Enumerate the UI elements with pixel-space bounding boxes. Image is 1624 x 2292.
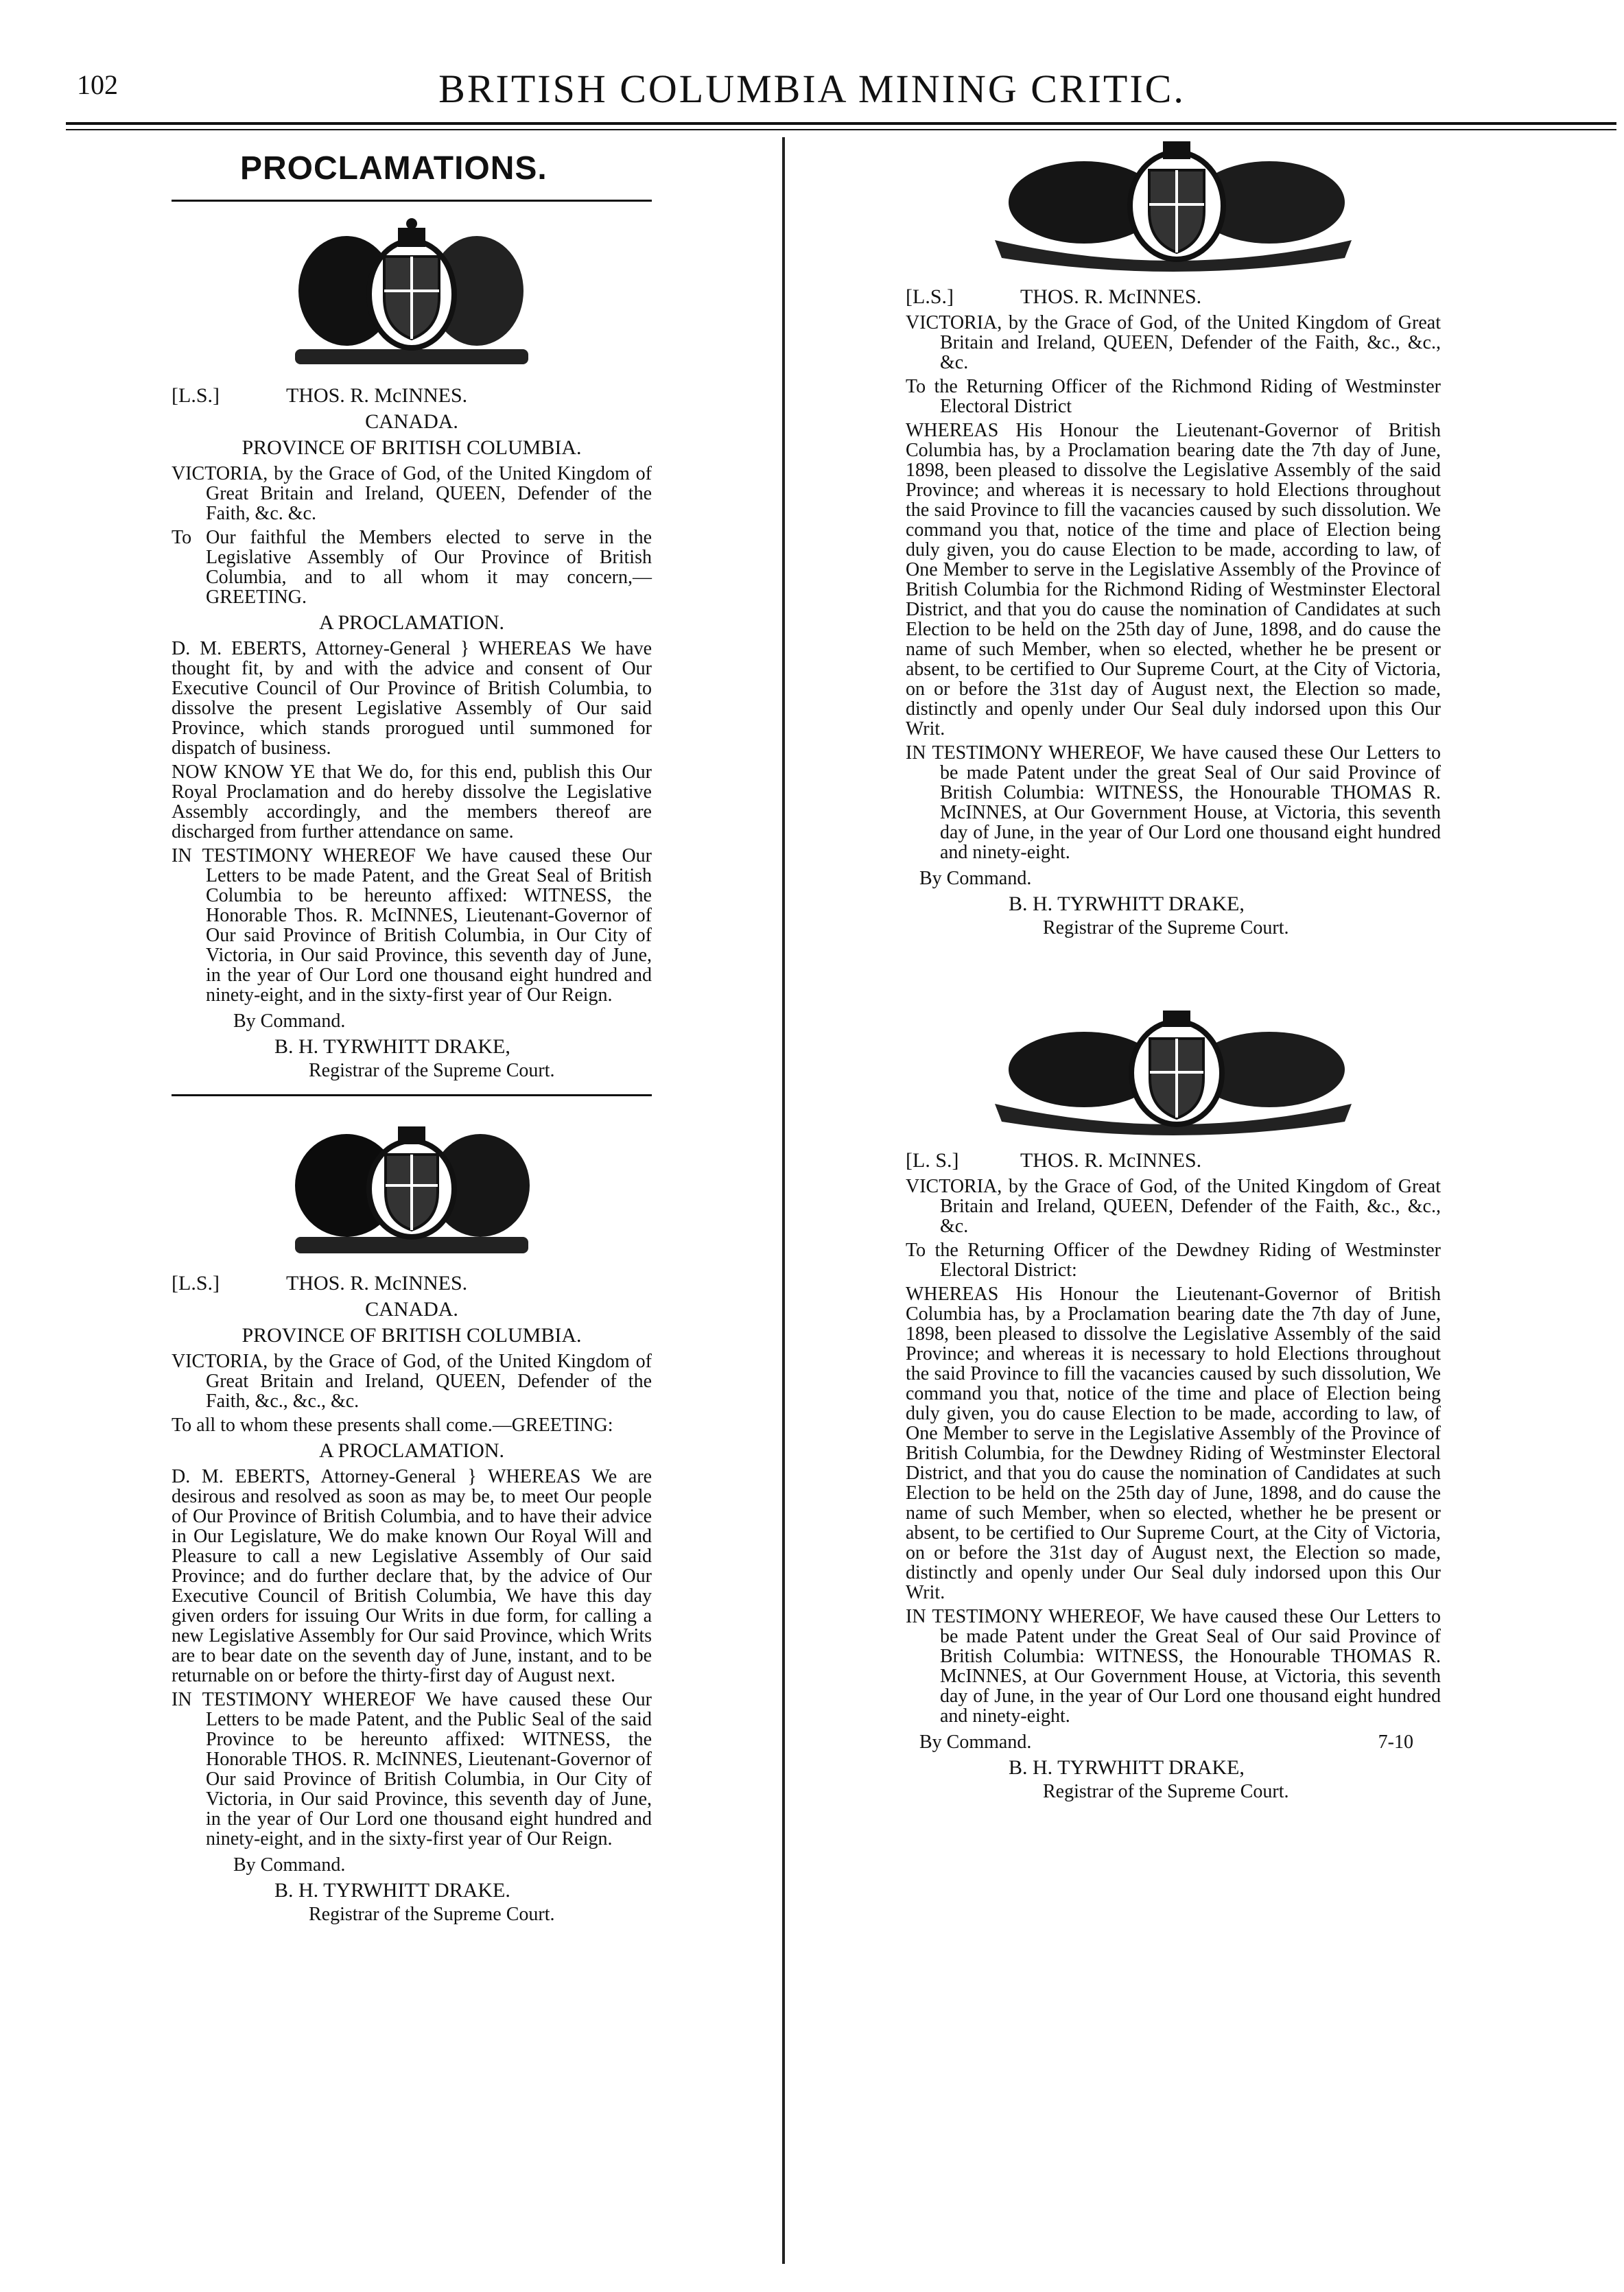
by-command: By Command. [919, 1732, 1032, 1753]
writ-dewdney [906, 1008, 1441, 1803]
whereas-paragraph: WHEREAS His Honour the Lieutenant-Governor of British Columbia has, by a Proclamation bearing date the 7th day of June, 1898, been pleased to dissolve the Legislative Assembly of the said Province; and whereas it is necessary to hold Elections throughout the said Province to fill the vacancies caused by such dissolution, We command you that, notice of the time and place of Election being duly given, you do cause Election to be made, according to law, of One Member to serve in the Legislative Assembly of the Province of British Columbia, for the Dewdney Riding of Westminster Electoral District, and that you do cause the nomination of Candidates at such Election to be held on the 25th day of June, 1898, and do cause the name of such Member, when so elected, whether he be present or absent, to be certified to Our Supreme Court, at the City of Victoria, on or before the 31st day of August next, the Election so made, distinctly and openly under Our Seal duly indorsed upon this Our Writ. [906, 1284, 1441, 1603]
proclamation-heading: A PROCLAMATION. [318, 1439, 505, 1462]
province-heading: PROVINCE OF BRITISH COLUMBIA. [242, 436, 582, 459]
registrar-title: Registrar of the Supreme Court. [1043, 917, 1289, 938]
signature: B. H. TYRWHITT DRAKE, [1009, 1756, 1245, 1779]
page-number: 102 [77, 69, 118, 100]
proclamation-divider [172, 1094, 652, 1096]
section-title: PROCLAMATIONS. [240, 150, 548, 187]
column-separator [782, 137, 785, 2264]
seal-line [906, 285, 1441, 309]
whereas-paragraph: WHEREAS His Honour the Lieutenant-Governor of British Columbia has, by a Proclamation bearing date the 7th day of June, 1898, been pleased to dissolve the Legislative Assembly of the said Province; and whereas it is necessary to hold Elections throughout the said Province to fill the vacancies caused by such dissolution. We command you that, notice of the time and place of Election being duly given, you do cause Election to be made, according to law, of One Member to serve in the Legislative Assembly of the Province of British Columbia for the Richmond Riding of Westminster Electoral District, and that you do cause the nomination of Candidates at such Election to be held on the 25th day of June, 1898, and do cause the name of such Member, when so elected, whether he be present or absent, to be certified to Our Supreme Court, at the City of Victoria, on or before the 31st day of August next, the Election so made, distinctly and openly under Our Seal duly indorsed upon this Our Writ. [906, 420, 1441, 740]
signer-name: THOS. R. McINNES. [1020, 285, 1202, 308]
royal-coat-of-arms-icon [281, 215, 542, 373]
registrar-title: Registrar of the Supreme Court. [309, 1060, 555, 1081]
by-command: By Command. [233, 1854, 346, 1876]
signature: B. H. TYRWHITT DRAKE, [1009, 893, 1245, 915]
header-rule-thin [66, 129, 1616, 130]
signature: B. H. TYRWHITT DRAKE, [274, 1035, 510, 1058]
address-paragraph: To the Returning Officer of the Richmond Riding of Westminster Electoral District [906, 376, 1441, 417]
address-paragraph: To Our faithful the Members elected to serve in the Legislative Assembly of Our Province of British Columbia, and to all whom it may concern,—GREETING. [172, 527, 652, 608]
testimony-paragraph: IN TESTIMONY WHEREOF, We have caused these Our Letters to be made Patent under the Great Seal of Our said Province of British Columbia: WITNESS, the Honourable THOMAS R. McINNES, at Our Government House, at Victoria, this seventh day of June, in the year of Our Lord one thousand eight hundred and ninety-eight. [906, 1606, 1441, 1727]
royal-coat-of-arms-icon [981, 1008, 1365, 1138]
title-rule [172, 200, 652, 202]
proclamation-dissolution [172, 215, 652, 1082]
seal-mark: [L. S.] [906, 1149, 959, 1172]
by-command: By Command. [919, 868, 1032, 889]
testimony-paragraph: IN TESTIMONY WHEREOF We have caused these Our Letters to be made Patent, and the Public Seal of the said Province to be hereunto affixed: WITNESS, the Honorable THOS. R. McINNES, Lieutenant-Governor of Our said Province of British Columbia, in Our City of Victoria, in Our said Province, this seventh day of June, in the year of Our Lord one thousand eight hundred and ninety-eight, and in the sixty-first year of Our Reign. [172, 1689, 652, 1850]
address-paragraph: To the Returning Officer of the Dewdney Riding of Westminster Electoral District: [906, 1240, 1441, 1281]
spacer [906, 946, 1441, 1008]
province-heading: PROVINCE OF BRITISH COLUMBIA. [242, 1324, 582, 1347]
registrar-title: Registrar of the Supreme Court. [1043, 1781, 1289, 1802]
signer-name: THOS. R. McINNES. [285, 1272, 468, 1295]
seal-line [906, 1149, 1441, 1172]
seal-mark: [L.S.] [906, 285, 954, 308]
victoria-paragraph: VICTORIA, by the Grace of God, of the United Kingdom of Great Britain and Ireland, QUEEN, Defender of the Faith, &c., &c., &c. [172, 1351, 652, 1412]
proclamation-new-assembly [172, 1117, 652, 1926]
seal-mark: [L.S.] [172, 384, 220, 407]
left-column [172, 137, 652, 1933]
now-know-paragraph: NOW KNOW YE that We do, for this end, publish this Our Royal Proclamation and do hereby dissolve the Legislative Assembly accordingly, and the members thereof are discharged from further attendance on same. [172, 761, 652, 842]
royal-coat-of-arms-icon [981, 137, 1365, 274]
address-paragraph: To all to whom these presents shall come.—GREETING: [172, 1415, 613, 1436]
by-command-row [919, 1732, 1441, 1753]
signer-name: THOS. R. McINNES. [1020, 1149, 1202, 1172]
testimony-paragraph: IN TESTIMONY WHEREOF, We have caused these Our Letters to be made Patent under the great Seal of Our said Province of British Columbia: WITNESS, the Honourable THOMAS R. McINNES, at Our Government House, at Victoria, this seventh day of June, in the year of Our Lord one thousand eight hundred and ninety-eight. [906, 742, 1441, 863]
whereas-paragraph: D. M. EBERTS, Attorney-General } WHEREAS We have thought fit, by and with the advice and consent of Our Executive Council of Our Province of British Columbia, to dissolve the present Legislative Assembly of Our said Province, which stands prorogued until summoned for dispatch of business. [172, 638, 652, 759]
signer-name: THOS. R. McINNES. [285, 384, 468, 407]
whereas-paragraph: D. M. EBERTS, Attorney-General } WHEREAS We are desirous and resolved as soon as may be, to meet Our people of Our Province of British Columbia, and to have their advice in Our Legislature, We do make known Our Royal Will and Pleasure to call a new Legislative Assembly of Our said Province; and do further declare that, by the advice of Our Executive Council of British Columbia, We have this day given orders for issuing Our Writs in due form, for calling a new Legislative Assembly for Our said Province, which Writs are to bear date on the seventh day of June, instant, and to be returnable on or before the thirty-first day of August next. [172, 1466, 652, 1686]
right-column [906, 137, 1441, 1810]
canada-heading: CANADA. [365, 1298, 458, 1321]
by-command: By Command. [233, 1011, 346, 1032]
seal-line [172, 384, 652, 407]
victoria-paragraph: VICTORIA, by the Grace of God, of the United Kingdom of Great Britain and Ireland, QUEEN, Defender of the Faith, &c. &c. [172, 463, 652, 524]
testimony-paragraph: IN TESTIMONY WHEREOF We have caused these Our Letters to be made Patent, and the Great Seal of British Columbia to be hereunto affixed: WITNESS, the Honorable Thos. R. McINNES, Lieutenant-Governor of Our said Province of British Columbia, in Our City of Victoria, in Our said Province, this seventh day of June, in the year of Our Lord one thousand eight hundred and ninety-eight, and in the sixty-first year of Our Reign. [172, 845, 652, 1006]
proclamation-heading: A PROCLAMATION. [318, 611, 505, 634]
header-rule [66, 122, 1616, 125]
canada-heading: CANADA. [365, 410, 458, 433]
signature: B. H. TYRWHITT DRAKE. [274, 1879, 510, 1902]
notice-number: 7-10 [1378, 1732, 1413, 1753]
registrar-title: Registrar of the Supreme Court. [309, 1904, 555, 1925]
seal-mark: [L.S.] [172, 1272, 220, 1295]
seal-line [172, 1272, 652, 1295]
victoria-paragraph: VICTORIA, by the Grace of God, of the United Kingdom of Great Britain and Ireland, QUEEN, Defender of the Faith, &c., &c., &c. [906, 1176, 1441, 1237]
page-header [0, 66, 1624, 111]
victoria-paragraph: VICTORIA, by the Grace of God, of the United Kingdom of Great Britain and Ireland, QUEEN, Defender of the Faith, &c., &c., &c. [906, 312, 1441, 373]
publication-title: BRITISH COLUMBIA MINING CRITIC. [438, 67, 1186, 111]
royal-coat-of-arms-icon [274, 1117, 549, 1261]
writ-richmond [906, 137, 1441, 939]
